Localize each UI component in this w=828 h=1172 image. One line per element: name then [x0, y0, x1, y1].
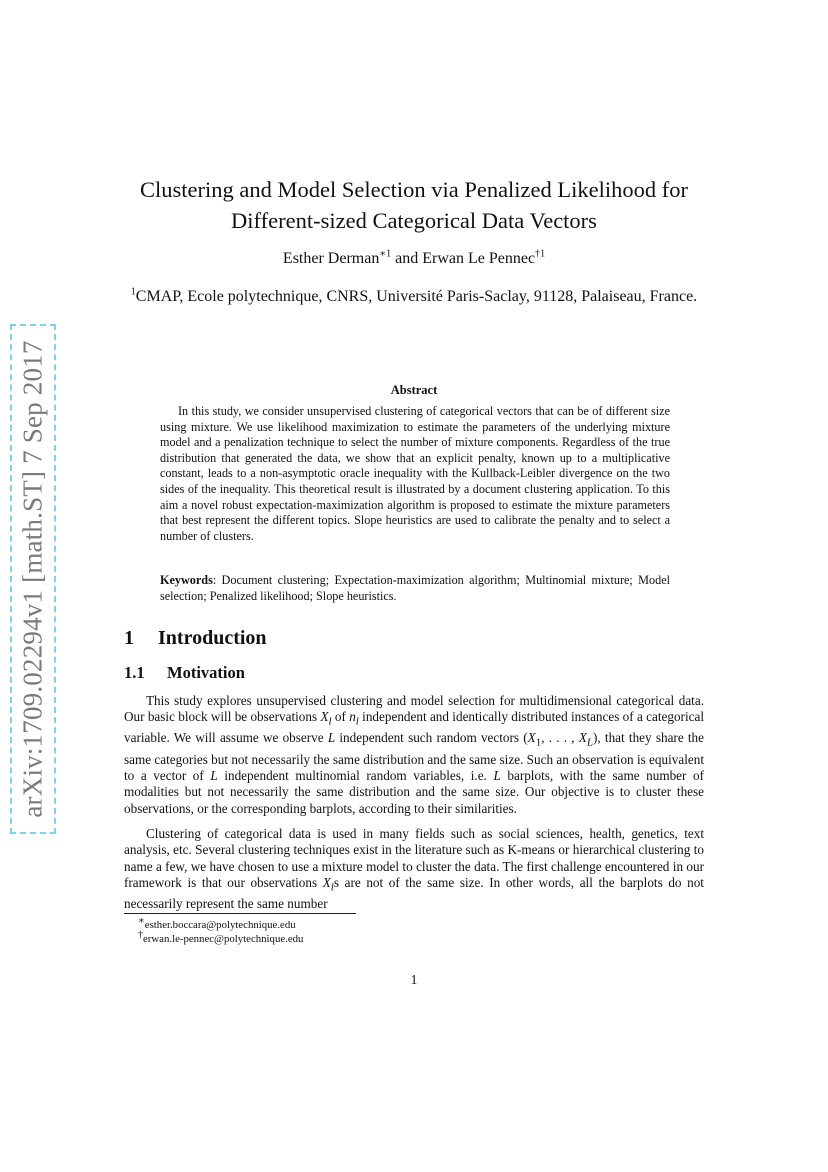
text-run: barplots, with the same number of modalities but not necessarily the same distribution and the same size. Our objective is to cluster these observations, or the corresponding barplots, according to their similarities.: [124, 767, 704, 816]
math-subscript: l: [328, 716, 332, 729]
footnote: [138, 929, 304, 945]
math-symbol: X: [578, 730, 587, 746]
author-name: Esther Derman: [282, 250, 380, 267]
author-name: Erwan Le Pennec: [422, 250, 536, 267]
footnote: [138, 915, 296, 931]
affiliation-text: CMAP, Ecole polytechnique, CNRS, Université Paris-Saclay, 91128, Palaiseau, France.: [135, 288, 698, 305]
page-number: 1: [410, 972, 418, 987]
arxiv-identifier: arXiv:1709.02294v1 [math.ST] 7 Sep 2017: [17, 340, 48, 818]
footnote-mark: †: [138, 929, 143, 941]
math-subscript: L: [586, 737, 594, 750]
math-symbol: X: [322, 875, 331, 891]
section-number: 1: [124, 627, 134, 649]
subsection-title: Motivation: [167, 663, 245, 682]
abstract-heading: Abstract: [390, 383, 438, 397]
math-symbol: L: [493, 767, 501, 783]
subsection-number: 1.1: [124, 663, 145, 682]
text-run: independent such random vectors (: [335, 730, 528, 746]
footnote-email: esther.boccara@polytechnique.edu: [144, 919, 296, 931]
text-run: Clustering of categorical data is used in many fields such as social sciences, health, genetics, text analysis, etc. Several clustering techniques exist in the literature such as K-means or hierarchical clustering to name a few, we have chosen to use a mixture model to cluster the data. The first challenge encountered in our framework is that our observations: [124, 826, 704, 891]
math-subscript: l: [355, 716, 359, 729]
math-symbol: X: [320, 709, 329, 725]
math-symbol: X: [527, 730, 536, 746]
keywords-text: : Document clustering; Expectation-maximization algorithm; Multinomial mixture; Model selection; Penalized likelihood; Slope heuristics.: [160, 573, 670, 603]
author-mark: †1: [535, 248, 546, 260]
body-paragraph: [124, 826, 704, 913]
paper-title: Clustering and Model Selection via Penalized Likelihood for Different-sized Categorical Data Vectors: [140, 177, 688, 233]
footnote-rule: [124, 913, 356, 914]
math-symbol: n: [349, 709, 356, 725]
text-run: ), that they share the same categories but not necessarily the same distribution and the same size. Such an observation is equivalent to a vector of: [124, 730, 705, 783]
math-subscript: l: [330, 881, 334, 894]
text-run: independent and identically distributed instances of a categorical variable. We will assume we observe: [124, 709, 704, 746]
text-run: , . . . ,: [541, 730, 579, 746]
body-paragraph: [124, 693, 704, 817]
math-symbol: L: [210, 767, 218, 783]
text-run: of: [331, 709, 350, 725]
author-line: [100, 250, 728, 268]
keywords-label: Keywords: [160, 573, 213, 587]
section-title: Introduction: [158, 627, 267, 649]
footnote-email: erwan.le-pennec@polytechnique.edu: [143, 933, 304, 945]
math-symbol: L: [327, 730, 336, 746]
arxiv-stamp: [10, 324, 56, 834]
section-heading: [124, 627, 267, 650]
text-run: This study explores unsupervised clustering and model selection for multidimensional categorical data. Our basic block will be observations: [124, 693, 704, 725]
subsection-heading: [124, 663, 245, 683]
footnote-mark: ∗: [138, 915, 145, 927]
author-mark: ∗1: [379, 248, 392, 260]
text-run: s are not of the same size. In other words, all the barplots do not necessarily represent the same number: [124, 875, 704, 912]
keywords: [160, 573, 670, 604]
math-subscript: 1: [535, 737, 542, 750]
abstract-body: In this study, we consider unsupervised clustering of categorical vectors that can be of different size using mixture. We use likelihood maximization to estimate the parameters of the underlying mixture model and a penalization technique to select the number of mixture components. Regardless of the true distribution that generated the data, we show that an explicit penalty, known up to a multiplicative constant, leads to a non-asymptotic oracle inequality with the Kullback-Leibler divergence on the two sides of the inequality. This theoretical result is illustrated by a document clustering application. To this aim a novel robust expectation-maximization algorithm is proposed to estimate the mixture parameters that best represent the different topics. Slope heuristics are used to calibrate the penalty and to select a number of clusters.: [160, 404, 670, 543]
text-run: independent multinomial random variables, i.e.: [217, 767, 494, 783]
affiliation: [118, 286, 710, 308]
affiliation-mark: 1: [130, 286, 136, 298]
author-connector: and: [391, 250, 423, 267]
